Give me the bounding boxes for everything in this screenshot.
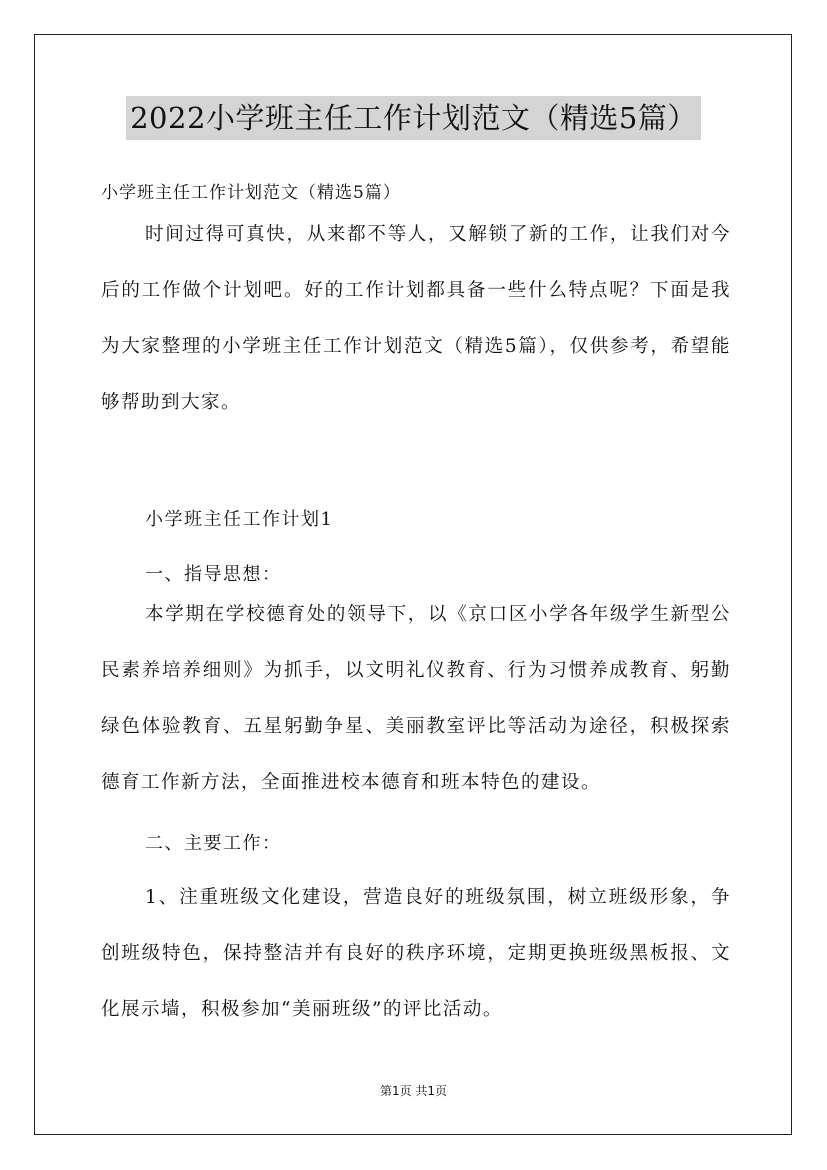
plan-heading: 小学班主任工作计划1: [145, 509, 334, 530]
page-footer: 第1页 共1页: [379, 1084, 448, 1098]
document-title-text: 2022小学班主任工作计划范文（精选5篇）: [126, 96, 701, 140]
document-subtitle: 小学班主任工作计划范文（精选5篇）: [101, 183, 401, 203]
section1-heading: 一、指导思想：: [145, 564, 282, 585]
document-title: [0, 96, 827, 140]
item1-paragraph: 1、注重班级文化建设，营造良好的班级氛围，树立班级形象，争创班级特色，保持整洁并有良好的秩序环境，定期更换班级黑板报、文化展示墙，积极参加“美丽班级”的评比活动。: [101, 887, 731, 1020]
section1-paragraph: 本学期在学校德育处的领导下，以《京口区小学各年级学生新型公民素养培养细则》为抓手，以文明礼仪教育、行为习惯养成教育、躬勤绿色体验教育、五星躬勤争星、美丽教室评比等活动为途径，积极探索德育工作新方法，全面推进校本德育和班本特色的建设。: [101, 604, 731, 793]
intro-paragraph: 时间过得可真快，从来都不等人，又解锁了新的工作，让我们对今后的工作做个计划吧。好的工作计划都具备一些什么特点呢？下面是我为大家整理的小学班主任工作计划范文（精选5篇），仅供参考，希望能够帮助到大家。: [101, 224, 731, 413]
section2-heading: 二、主要工作：: [145, 833, 282, 854]
